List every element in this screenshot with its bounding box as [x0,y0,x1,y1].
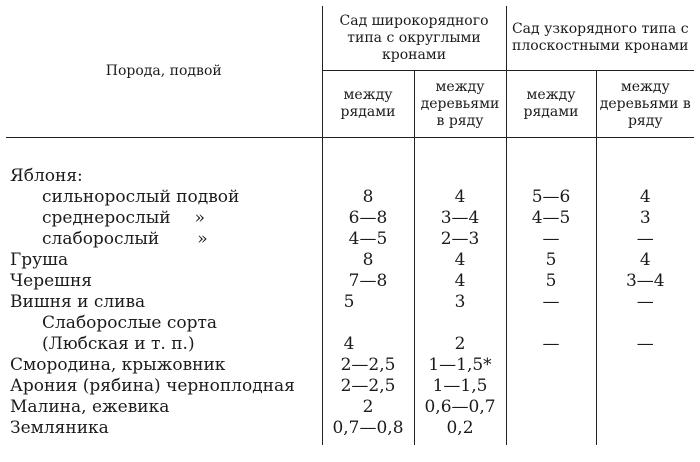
cell-value: 2 [322,397,414,418]
cell-value: 1—1,5 [414,376,506,397]
cell-value [506,397,596,418]
cell-value: 3—4 [596,271,694,292]
cell-value [414,138,506,188]
col-header-between-rows-narrow: между рядами [506,71,596,138]
table-row [6,334,694,355]
table-row [6,138,694,188]
table-row [6,229,694,250]
row-name: (Любская и т. п.) [42,334,195,354]
row-name: Малина, ежевика [10,397,170,417]
cell-value [506,418,596,445]
cell-value: 8 [322,250,414,271]
table-row [6,376,694,397]
cell-value: 3—4 [414,208,506,229]
cell-value [596,397,694,418]
cell-value: 1—1,5* [414,355,506,376]
cell-value [506,138,596,188]
cell-value: 0,2 [414,418,506,445]
row-name: Слаборослые сорта [42,313,218,333]
cell-value: — [506,292,596,313]
row-name: Арония (рябина) черноплодная [10,376,295,396]
cell-value: 2—3 [414,229,506,250]
cell-value: 5—6 [506,187,596,208]
row-name: слаборослый [42,229,160,249]
cell-value [506,355,596,376]
cell-value: 6—8 [322,208,414,229]
cell-value: 3 [596,208,694,229]
cell-value [506,376,596,397]
cell-value: 4 [414,250,506,271]
cell-value [414,313,506,334]
row-name: Смородина, крыжовник [10,355,226,375]
cell-value: 2—2,5 [322,355,414,376]
ditto-mark: » [194,208,206,228]
cell-value [322,138,414,188]
cell-value: — [596,292,694,313]
col-header-between-rows-wide: между рядами [322,71,414,138]
cell-value: 4—5 [322,229,414,250]
group-header-narrow-row-garden: Сад узкорядного типа с плоскостными кронами [506,6,694,71]
cell-value: 5 [506,271,596,292]
cell-value [596,138,694,188]
cell-value: 3 [414,292,506,313]
ditto-mark: » [197,229,208,249]
row-name: Черешня [10,271,93,291]
cell-value: 4 [596,187,694,208]
group-header-wide-row-garden: Сад широкорядного типа с округлыми кронами [322,6,506,71]
cell-value: 5 [506,250,596,271]
cell-value: — [596,334,694,355]
cell-value: 7—8 [322,271,414,292]
row-name-cell [6,208,322,229]
cell-value: 2 [414,334,506,355]
col-header-between-trees-wide: между деревьями в ряду [414,71,506,138]
cell-value: 0,7—0,8 [322,418,414,445]
row-name: Яблоня: [10,166,83,186]
cell-value: 4—5 [506,208,596,229]
table-row [6,250,694,271]
row-name: Земляника [10,418,109,438]
cell-value [596,355,694,376]
row-name: среднерослый [42,208,171,228]
cell-value: 4 [414,271,506,292]
cell-value: — [506,229,596,250]
table-row [6,292,694,313]
cell-value: 4 [414,187,506,208]
col-header-between-trees-narrow: между деревьями в ряду [596,71,694,138]
cell-value: 4 [596,250,694,271]
cell-value [596,376,694,397]
row-header: Порода, подвой [6,6,322,138]
row-name: Груша [10,250,69,270]
table-row [6,187,694,208]
table-row [6,418,694,445]
cell-value: 4 [322,334,414,355]
cell-value: 0,6—0,7 [414,397,506,418]
table-row [6,313,694,334]
table-row [6,271,694,292]
planting-spacing-table [6,6,694,445]
row-name-cell [6,229,322,250]
cell-value: — [596,229,694,250]
row-name: сильнорослый подвой [42,187,240,207]
cell-value [596,418,694,445]
cell-value: 5 [322,292,414,313]
cell-value [322,313,414,334]
row-name: Вишня и слива [10,292,146,312]
cell-value [596,313,694,334]
table-row [6,397,694,418]
cell-value: 8 [322,187,414,208]
cell-value [506,313,596,334]
cell-value: — [506,334,596,355]
table-row [6,355,694,376]
table-row [6,208,694,229]
cell-value: 2—2,5 [322,376,414,397]
